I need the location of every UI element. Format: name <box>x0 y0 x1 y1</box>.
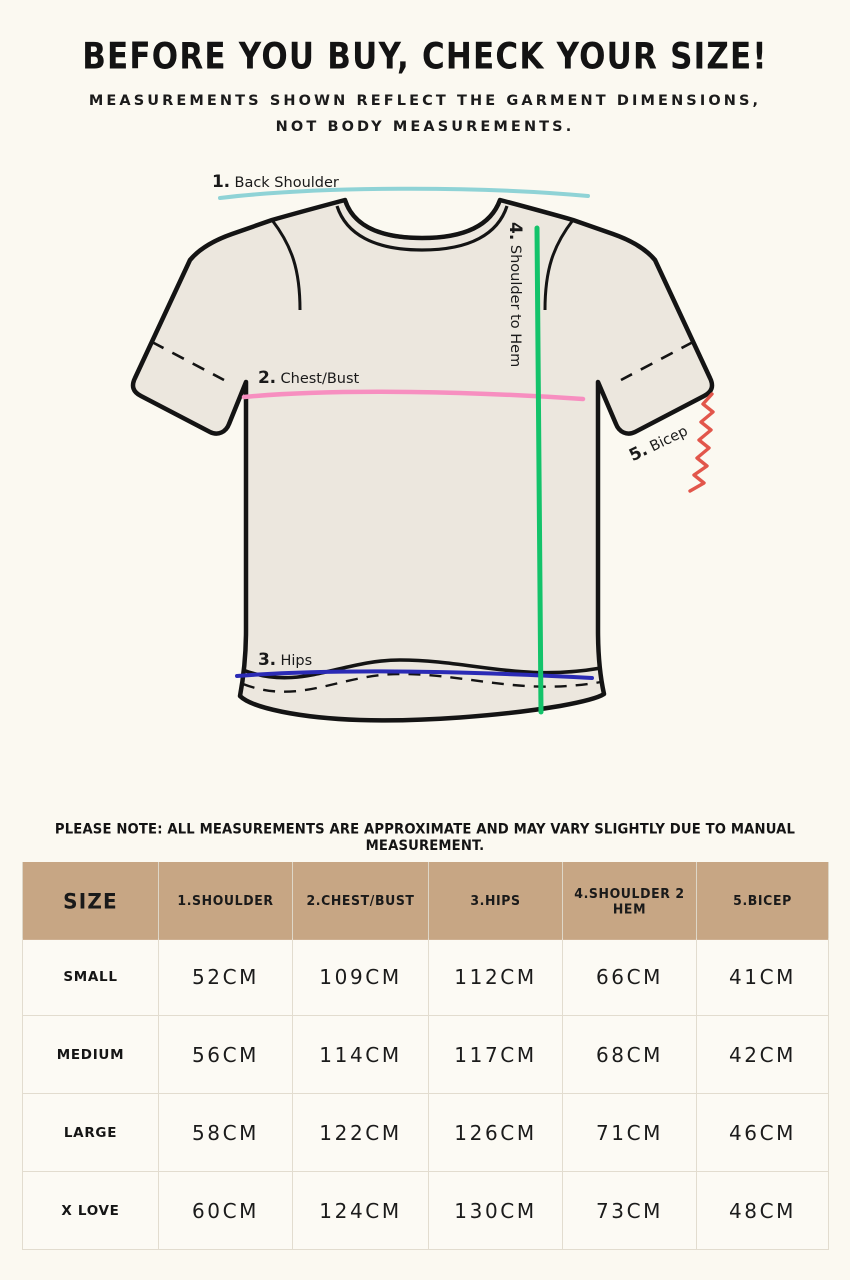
label-bicep-num: 5. <box>626 440 651 466</box>
table-row <box>23 1094 829 1172</box>
cell-bicep: 46CM <box>697 1094 829 1172</box>
label-bicep-text: Bicep <box>647 423 691 456</box>
cell-hem: 66CM <box>563 938 697 1016</box>
cell-hips: 130CM <box>429 1172 563 1250</box>
page-title: BEFORE YOU BUY, CHECK YOUR SIZE! <box>82 35 768 78</box>
cell-shoulder: 52CM <box>159 938 293 1016</box>
cell-shoulder: 56CM <box>159 1016 293 1094</box>
subtitle-line-1: MEASUREMENTS SHOWN REFLECT THE GARMENT DIMENSIONS, <box>88 93 762 109</box>
table-header-hips: 3.HIPS <box>429 861 563 940</box>
size-table-wrapper <box>22 862 828 1250</box>
cell-shoulder: 60CM <box>159 1172 293 1250</box>
cell-hem: 68CM <box>563 1016 697 1094</box>
table-row <box>23 938 829 1016</box>
table-header-shoulder: 1.SHOULDER <box>159 861 293 940</box>
cell-chest: 114CM <box>293 1016 429 1094</box>
row-size-label: X LOVE <box>23 1172 159 1250</box>
table-header-chest: 2.CHEST/BUST <box>293 861 429 940</box>
label-shoulder-to-hem <box>505 222 525 367</box>
table-header-bicep: 5.BICEP <box>697 861 829 940</box>
cell-hips: 117CM <box>429 1016 563 1094</box>
table-header-hem: 4.SHOULDER 2 HEM <box>563 861 697 940</box>
table-header-row <box>23 863 829 938</box>
label-back-shoulder-text: Back Shoulder <box>234 175 339 191</box>
row-size-label: SMALL <box>23 938 159 1016</box>
cell-bicep: 48CM <box>697 1172 829 1250</box>
label-chest-num: 2. <box>258 368 276 388</box>
row-size-label: MEDIUM <box>23 1016 159 1094</box>
cell-chest: 124CM <box>293 1172 429 1250</box>
size-table <box>22 862 829 1250</box>
cell-hips: 126CM <box>429 1094 563 1172</box>
label-hips-num: 3. <box>258 650 276 670</box>
cell-shoulder: 58CM <box>159 1094 293 1172</box>
subtitle-line-2: NOT BODY MEASUREMENTS. <box>275 119 575 135</box>
label-chest-text: Chest/Bust <box>280 371 360 387</box>
cell-chest: 122CM <box>293 1094 429 1172</box>
cell-chest: 109CM <box>293 938 429 1016</box>
table-header-size: SIZE <box>23 861 159 940</box>
garment-diagram <box>0 160 850 770</box>
label-back-shoulder <box>212 172 339 192</box>
cell-hem: 71CM <box>563 1094 697 1172</box>
table-row <box>23 1016 829 1094</box>
row-size-label: LARGE <box>23 1094 159 1172</box>
cell-bicep: 42CM <box>697 1016 829 1094</box>
label-back-shoulder-num: 1. <box>212 172 230 192</box>
measurement-note: PLEASE NOTE: ALL MEASUREMENTS ARE APPROXIMATE AND MAY VARY SLIGHTLY DUE TO MANUAL MEASUREMENT. <box>54 821 796 855</box>
label-hips-text: Hips <box>280 653 313 669</box>
cell-hem: 73CM <box>563 1172 697 1250</box>
cell-hips: 112CM <box>429 938 563 1016</box>
table-row <box>23 1172 829 1250</box>
label-chest <box>258 368 359 388</box>
measure-line-bicep <box>690 394 713 491</box>
cell-bicep: 41CM <box>697 938 829 1016</box>
label-hips <box>258 650 312 670</box>
tshirt-shape <box>133 200 712 720</box>
label-shoulder-to-hem-num: 4. <box>505 222 525 241</box>
label-shoulder-to-hem-text: Shoulder to Hem <box>507 244 523 368</box>
